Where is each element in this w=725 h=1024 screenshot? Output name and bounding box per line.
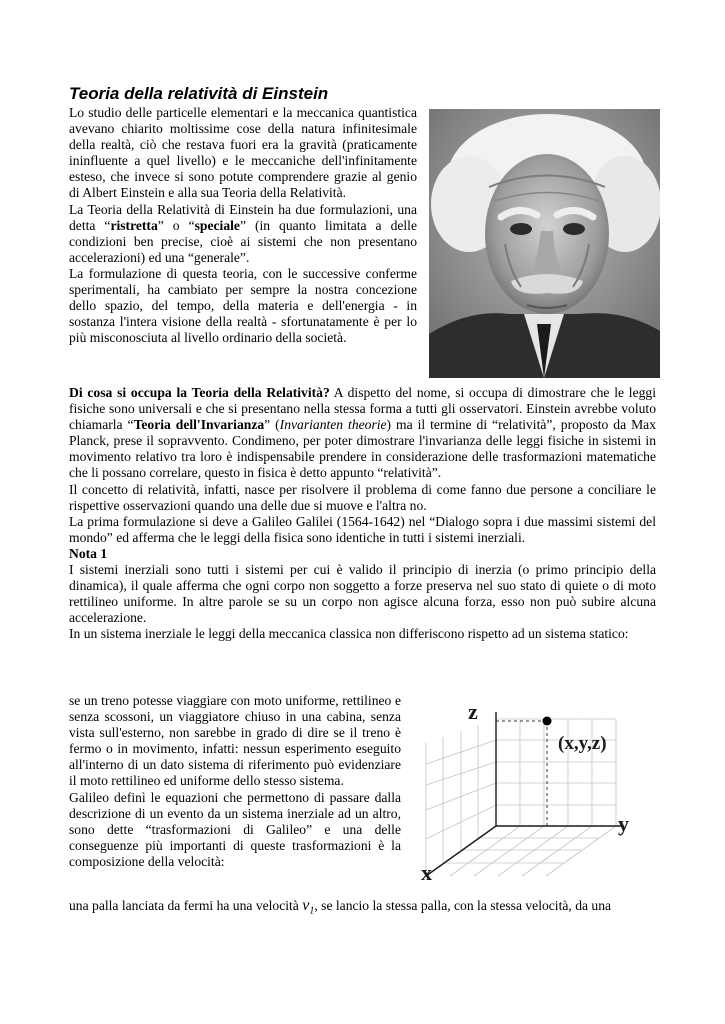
velocity-line <box>69 898 669 920</box>
section-question-heading: Di cosa si occupa la Teoria della Relatività? <box>69 385 330 400</box>
bold-term-speciale: speciale <box>194 217 240 233</box>
text-run: La Teoria della Relatività di Einstein ha due formulazioni, una detta “ <box>69 201 417 233</box>
text-run: ) ma il termine di “relatività”, proposto da Max Planck, prese il sopravvento. Condimeno, per poter dimostrare l'invarianza delle leggi fisiche in sistemi in movimento relativo tra loro è indispensabile prendere in considerazione delle trasformazioni matematiche che li possano correlare, questo in fisica è detto appunto “relatività”. <box>69 417 656 481</box>
point-coordinates-label: (x,y,z) <box>558 733 607 754</box>
note-title: Nota 1 <box>69 545 108 561</box>
page-title: Teoria della relatività di Einstein <box>69 84 329 103</box>
relativity-concept-paragraph: Il concetto di relatività, infatti, nasce per risolvere il problema di come fanno due persone a conciliare le rispettive osservazioni quando una delle due si muove e l'altra no. <box>69 481 656 513</box>
galileo-paragraph: La prima formulazione si deve a Galileo Galilei (1564-1642) nel “Dialogo sopra i due massimi sistemi del mondo” ed afferma che le leggi della fisica sono identiche in tutti i sistemi inerziali. <box>69 513 656 545</box>
portrait-illustration <box>429 109 660 378</box>
train-paragraph: se un treno potesse viaggiare con moto uniforme, rettilineo e senza scossoni, un viaggiatore chiuso in una cabina, senza vista sull'esterno, non sarebbe in grado di dire se il treno è fermo o in movimento, infatti: nessun esperimento eseguito all'interno di un dato sistema di riferimento può evidenziare il moto rettilineo ed uniforme dello stesso sistema. <box>69 693 401 789</box>
intro-paragraph-1: Lo studio delle particelle elementari e la meccanica quantistica avevano chiarito moltissime cose della natura infinitesimale della realtà, ciò che restava fuori era la gravità (praticamente ininfluente a quel livello) e le meccaniche dell'infinitamente esteso, che invece si sono potute comprendere grazie al genio di Albert Einstein e alla sua Teoria della Relatività. <box>69 105 417 201</box>
italic-term-german: Invarianten theorie <box>279 417 387 433</box>
text-run: una palla lanciata da fermi ha una velocità <box>69 898 303 913</box>
velocity-symbol: v <box>302 898 310 914</box>
einstein-portrait-image <box>429 109 660 378</box>
axis-z-label: z <box>468 699 478 724</box>
velocity-subscript: 1 <box>309 905 315 917</box>
text-run: , se lancio la stessa palla, con la stessa velocità, da una <box>314 898 612 913</box>
intro-column <box>69 105 417 346</box>
text-run: A dispetto del nome, si occupa di dimostrare che le leggi fisiche sono universali e che si presentano nella stessa forma a tutti gli osservatori. Einstein avrebbe voluto chiamarla “ <box>69 385 656 433</box>
coordinate-axes-figure <box>416 694 641 884</box>
text-run: ” o “ <box>157 217 195 233</box>
bold-term-ristretta: ristretta <box>110 217 158 233</box>
transformations-paragraph: Galileo definì le equazioni che permettono di passare dalla descrizione di un evento da un sistema inerziale ad un altro, sono dette “trasformazioni di Galileo” e una delle conseguenze più importanti di queste trasformazioni è la composizione della velocità: <box>69 789 401 869</box>
intro-paragraph-2 <box>69 202 417 266</box>
note-text: I sistemi inerziali sono tutti i sistemi per cui è valido il principio di inerzia (o primo principio della dinamica), il quale afferma che ogni corpo non soggetto a forze preserva nel suo stato di quiete o di moto rettilineo uniforme. In altre parole se su un corpo non agisce alcuna forza, esso non può subire alcuna accelerazione. <box>69 562 656 626</box>
text-run: ” ( <box>264 417 280 433</box>
section-question-paragraph <box>69 385 656 482</box>
axes-illustration <box>416 694 641 884</box>
axis-y-label: y <box>618 811 629 836</box>
bold-term-invarianza: Teoria dell'Invarianza <box>133 417 265 433</box>
train-column <box>69 693 401 870</box>
inertial-system-paragraph: In un sistema inerziale le leggi della meccanica classica non differiscono rispetto ad un sistema statico: <box>69 626 629 642</box>
main-text-block <box>69 385 656 643</box>
intro-paragraph-3: La formulazione di questa teoria, con le successive conferme sperimentali, ha cambiato per sempre la nostra concezione dello spazio, del tempo, della materia e dell'energia - in sostanza l'intera visione della realtà - sfortunatamente è per lo più misconosciuta al livello ordinario della società. <box>69 265 417 346</box>
axis-x-label: x <box>421 860 432 884</box>
note-heading <box>69 546 656 562</box>
text-run: ” (in quanto limitata a delle condizioni ben precise, cioè ai sistemi che non presentano accelerazioni) ed una “generale”. <box>69 217 417 265</box>
